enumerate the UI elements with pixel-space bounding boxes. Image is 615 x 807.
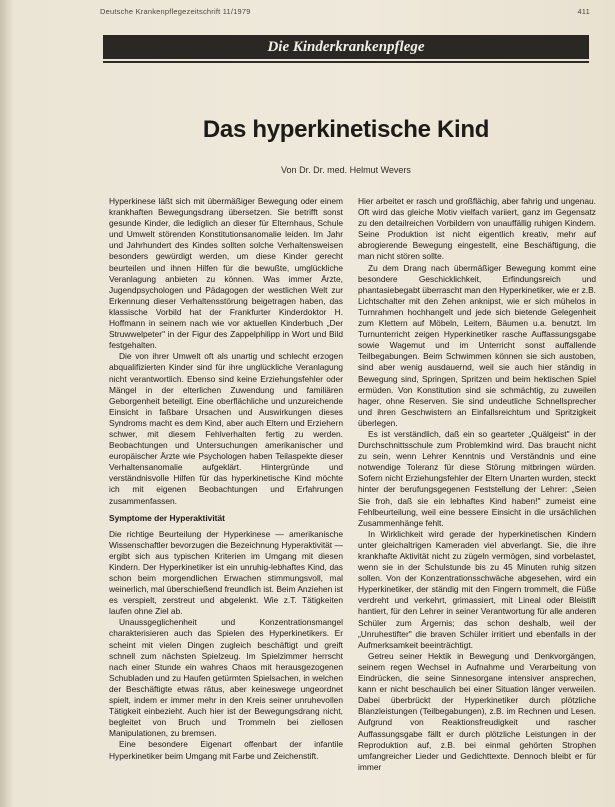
right-column [358, 196, 596, 773]
paragraph: Unaussgeglichenheit und Konzentrationsmangel charakterisieren auch das Spielen des Hyperkinetikers. Er scheint mit vielen Dingen zugleich beschäftigt und greift schnell zum nächsten Spielzeug. Im Spielzimmer herrscht nach einer Stunde ein wahres Chaos mit herausgezogenen Schubladen und zu Haufen getürmten Spielsachen, in welchen der Beschäftigte etwas rätus, aber keineswege ungeordnet spielt, indem er immer mehr in den Kreis seiner unruhevollen Tätigkeit einbezieht. Auch hier ist der Bewegungsdrang nicht, begleitet von Bruch und Trommeln bei ziellosen Manipulationen, zu bremsen. [109, 617, 343, 739]
article-byline: Von Dr. Dr. med. Helmut Wevers [281, 165, 411, 175]
paragraph: Hyperkinese läßt sich mit übermäßiger Bewegung oder einem krankhaften Bewegungsdrang übersetzen. Sie betrifft sonst gesunde Kinder, die lediglich an dieser für Elternhaus, Schule und Umwelt störenden Konstitutionsanomalie leiden. Im Jahr und Jahrhundert des Kindes sollten solche Verhaltensweisen besonders gewürdigt werden, um diese Kinder gerecht beurteilen und ihnen Hilfen für die bewußte, umglückliche Veranlagung anbieten zu können. Was immer Ärzte, Jugendpsychologen und Pädagogen der westlichen Welt zur Erkennung dieser Verhaltensstörung beigetragen haben, das klassische Vorbild hat der Frankfurter Kinderdoktor H. Hoffmann in seinem nach wie vor aktuellen Kinderbuch „Der Struwwelpeter" in der Figur des Zappelphilipp in Wort und Bild festgehalten. [109, 196, 343, 351]
banner-rule [103, 61, 589, 63]
paragraph: Eine besondere Eigenart offenbart der infantile Hyperkinetiker beim Umgang mit Farbe und Zeichenstift. [109, 739, 343, 761]
page-number: 411 [577, 7, 590, 16]
paragraph: Getreu seiner Hektik in Bewegung und Denkvorgängen, seinem regen Wechsel in Aufnahme und Verarbeitung von Eindrücken, die seine Sinnesorgane intensiver ansprechen, kann er nicht beschaulich bei einer Situation länger verweilen. Dabei überbrückt der Hyperkinetiker durch plötzliche Blanzleistungen (Teilbegabungen), z.B. im Rechnen und Lesen. Aufgrund von Reaktionsfreudigkeit und rascher Auffassungsgabe fällt er durch plötzliche Leistungen in der Reproduktion auf, z.B. bei einmal gehörten Strophen umfangreicher Lieder und Gedichttexte. Dennoch bleibt er für immer [358, 650, 596, 772]
section-heading: Symptome der Hyperaktivität [109, 512, 225, 523]
paragraph: Es ist verständlich, daß ein so gearteter „Quälgeist" in der Durchschnittsschule zum Problemkind wird. Das braucht nicht zu sein, wenn Lehrer Kenntnis und Verständnis und eine notwendige Toleranz für diese Störung mitbringen würden. Sofern nicht Erziehungsfehler der Eltern Unarten wurden, steckt hinter der berufungsgegenen Feststellung der Lehrer: „Seien Sie froh, daß sie ein lebhaftes Kind haben!" zumeist eine Fehlbeurteilung, weil eine bessere Einsicht in die ursächlichen Zusammenhänge fehlt. [358, 428, 596, 528]
section-banner: Die Kinderkrankenpflege [103, 35, 589, 59]
paragraph: Zu dem Drang nach übermäßiger Bewegung kommt eine besondere Geschicklichkeit, Erfindungsreich und phantasiebegabt überrascht man den Hyperkinetiker, wie er z.B. Lichtschalter mit den Zehen anknipst, wie er sich mühelos in Turnrahmen hochhangelt und jede sich bietende Gelegenheit zum Klettern auf Möbeln, Leitern, Bäumen u.a. benutzt. Im Turnunterricht zeigen Hyperkinetiker rasche Auffassungsgabe sowie Wagemut und im Unterricht sonst auffallende Teilbegabungen. Beim Schwimmen können sie sich austoben, sind aber wenig ausdauernd, weil sie auch hier ständig in Bewegung sind, Springen, Spritzen und beim hektischen Spiel ermüden. Von Konstitution sind sie schmächtig, zu zuweilen hager, ohne Reserven. Sie sind undeutliche Schnellsprecher und ihren Geschwistern an Einfallsreichtum und Spritzigkeit überlegen. [358, 262, 596, 428]
left-column [109, 196, 343, 762]
paragraph: Die richtige Beurteilung der Hyperkinese — amerikanische Wissenschaftler bevorzugen die Bezeichnung Hyperaktivität — ergibt sich aus typischen Kriterien im Umgang mit diesen Kindern. Der Hyperkinetiker ist ein unruhig-lebhaftes Kind, das schon beim morgendlichen Erwachen stimmungsvoll, mal weinerlich, mal überschießend freundlich ist. Beim Anziehen ist es verspielt, zerstreut und abgelenkt. Wie z.T. Tätigkeiten laufen ohne Ziel ab. [109, 528, 343, 617]
paragraph: Hier arbeitet er rasch und großflächig, aber fahrig und ungenau. Oft wird das gleiche Motiv vielfach variiert, ganz im Gegensatz zu den detailreichen Vorbildern von unauffällig ruhigen Kindern. Seine Produktion ist nicht eigentlich kreativ, mehr auf abrogierende Bewegung eingestellt, eine Beschäftigung, die man nicht stören sollte. [358, 196, 596, 262]
article-title: Das hyperkinetische Kind [202, 116, 490, 143]
paragraph: Die von ihrer Umwelt oft als unartig und schlecht erzogen abqualifizierten Kinder sind für ihre unglückliche Veranlagung nicht verantwortlich. Ebenso sind keine Erziehungsfehler oder Mängel in der elterlichen Zuwendung und familiären Geborgenheit beteiligt. Eine oberflächliche und unzureichende Einsicht in faßbare Ursachen und Auswirkungen dieses Syndroms macht es dem Kind, aber auch Eltern und Erziehern schwer, mit diesem Fehlverhalten fertig zu werden. Beobachtungen und Untersuchungen amerikanischer und europäischer Ärzte wie Psychologen haben Teilaspekte dieser Verhaltensanomalie aufgeklärt. Hintergründe und verständnisvolle Hilfen für das hyperkinetische Kind möchte ich mit eigenen Beobachtungen und Erfahrungen zusammenfassen. [109, 351, 343, 506]
paragraph: In Wirklichkeit wird gerade der hyperkinetischen Kindern unter gleichaltrigen Kameraden viel abverlangt. Sie, die ihre krankhafte Aktivität nicht zu zügeln vermögen, sind vorbelastet, wenn sie in der Schulstunde bis zu 45 Minuten ruhig sitzen sollen. Von der Konzentrationsschwäche abgesehen, wird ein Hyperkinetiker, der ständig mit den Fingern trommelt, die Füße verdreht und verkehrt, grimassiert, mit Lineal oder Bleistift hantiert, für den Lehrer in seiner Verantwortung für alle anderen Schüler zum Ärgernis; das schon deshalb, weil der „Unruhestifter" die braven Schüler irritiert und ebenfalls in der Aufmerksamkeit beeinträchtigt. [358, 528, 596, 650]
journal-name: Deutsche Krankenpflegezeitschrift 11/1979 [100, 7, 251, 16]
